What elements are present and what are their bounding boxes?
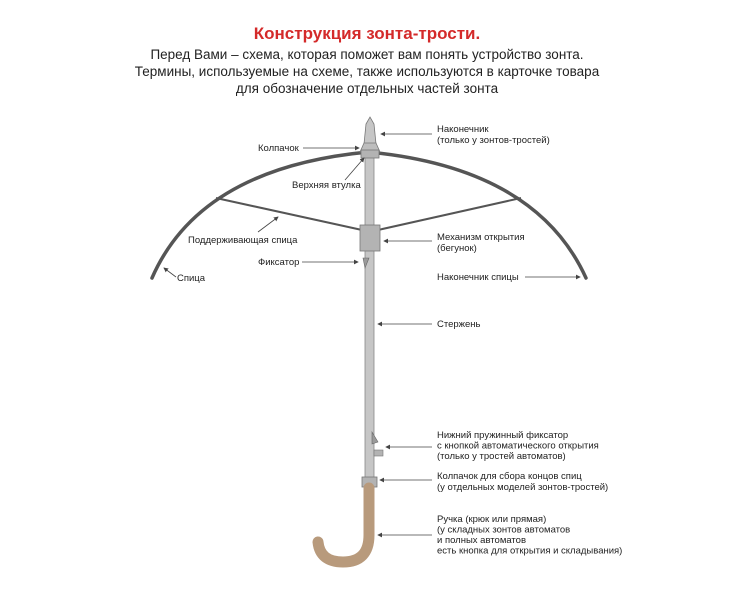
label-handle-line-2: (у складных зонтов автоматов — [437, 524, 571, 536]
label-rib-cap — [437, 471, 608, 493]
label-handle-line-1: Ручка (крюк или прямая) — [437, 514, 547, 525]
tip — [364, 117, 376, 144]
label-shaft: Стержень — [437, 319, 481, 330]
support-rib-right — [378, 198, 521, 230]
label-tip-line-1: Наконечник — [437, 124, 489, 135]
label-support-rib: Поддерживающая спица — [188, 235, 298, 246]
label-rib-tip: Наконечник спицы — [437, 272, 519, 283]
label-rib-cap-line-1: Колпачок для сбора концов спиц — [437, 471, 582, 482]
label-opening-mechanism-line-1: Механизм открытия — [437, 232, 525, 243]
handle — [318, 488, 369, 562]
label-handle — [437, 514, 622, 557]
rib-arrow — [164, 268, 176, 277]
lower-latch — [372, 432, 378, 444]
label-cap: Колпачок — [258, 143, 299, 154]
label-lower-spring-latch — [437, 430, 601, 462]
label-opening-mechanism — [437, 232, 527, 254]
subtitle-line-3: для обозначение отдельных частей зонта — [235, 81, 499, 96]
label-rib-cap-line-2: (у отдельных моделей зонтов-тростей) — [437, 482, 609, 493]
top-bushing-arrow — [345, 158, 364, 180]
label-lower-latch-line-3: (только у тростей автоматов) — [437, 451, 566, 462]
label-lower-latch-line-2: с кнопкой автоматического открытия — [437, 440, 599, 452]
label-tip — [437, 124, 550, 146]
diagram-title: Конструкция зонта-трости. — [253, 24, 481, 43]
label-handle-line-3: и полных автоматов — [437, 535, 527, 546]
label-lower-latch-line-1: Нижний пружинный фиксатор — [437, 430, 569, 441]
top-bushing — [361, 150, 379, 158]
label-latch: Фиксатор — [258, 257, 300, 268]
support-rib-arrow — [258, 217, 278, 232]
runner — [360, 225, 380, 251]
subtitle-line-2: Термины, используемые на схеме, также используются в карточке товара — [134, 64, 600, 79]
support-rib-left — [216, 198, 362, 230]
lower-latch-button — [374, 450, 383, 456]
label-top-bushing: Верхняя втулка — [292, 180, 361, 191]
subtitle-line-1: Перед Вами – схема, которая поможет вам понять устройство зонта. — [150, 47, 584, 62]
label-opening-mechanism-line-2: (бегунок) — [437, 243, 477, 254]
label-tip-line-2: (только у зонтов-тростей) — [437, 135, 550, 146]
label-rib: Спица — [177, 273, 206, 284]
label-handle-line-4: есть кнопка для открытия и складывания) — [437, 545, 623, 557]
